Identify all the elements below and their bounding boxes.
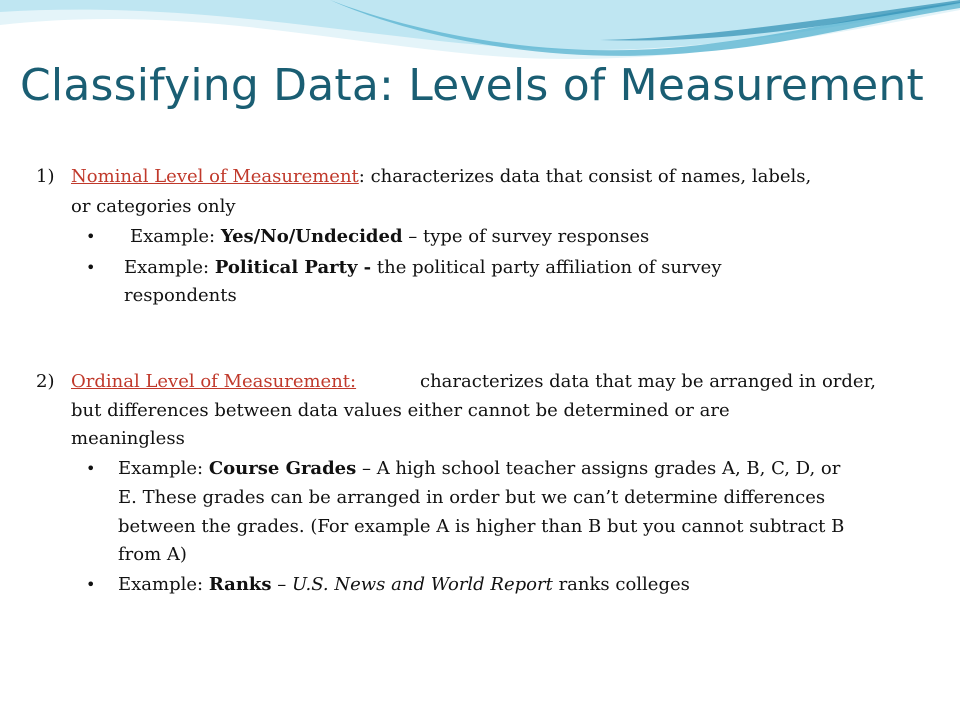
page-title: Classifying Data: Levels of Measurement: [20, 60, 924, 111]
bullet-icon: •: [86, 227, 96, 246]
ordinal-example-1: Example: Course Grades – A high school teacher assigns grades A, B, C, D, or: [118, 458, 841, 479]
item-number: 2): [36, 371, 55, 392]
item-number: 1): [36, 166, 55, 187]
bullet-icon: •: [86, 258, 96, 277]
nominal-example-1: Example: Yes/No/Undecided – type of survey responses: [130, 226, 650, 247]
nominal-example-2: Example: Political Party - the political party affiliation of survey: [124, 257, 722, 278]
ordinal-example-1-cont3: from A): [118, 544, 187, 565]
nominal-example-2-cont: respondents: [124, 285, 237, 306]
bullet-icon: •: [86, 459, 96, 478]
ordinal-example-1-cont: E. These grades can be arranged in order but we can’t determine differences: [118, 487, 826, 508]
ordinal-example-2: Example: Ranks – U.S. News and World Report ranks colleges: [118, 574, 690, 595]
nominal-definition: : characterizes data that consist of names, labels,: [358, 166, 812, 187]
item2-line1: [71, 370, 356, 394]
nominal-term: Nominal Level of Measurement: [71, 166, 359, 187]
ordinal-definition: characterizes data that may be arranged in order,: [420, 371, 876, 392]
ordinal-definition-cont: but differences between data values either cannot be determined or are: [71, 400, 730, 421]
ordinal-term: Ordinal Level of Measurement:: [71, 371, 357, 392]
ordinal-definition-cont2: meaningless: [71, 428, 185, 449]
item1-line1: [71, 165, 811, 189]
nominal-definition-cont: or categories only: [71, 196, 236, 217]
ordinal-example-1-cont2: between the grades. (For example A is higher than B but you cannot subtract B: [118, 516, 845, 537]
bullet-icon: •: [86, 575, 96, 594]
